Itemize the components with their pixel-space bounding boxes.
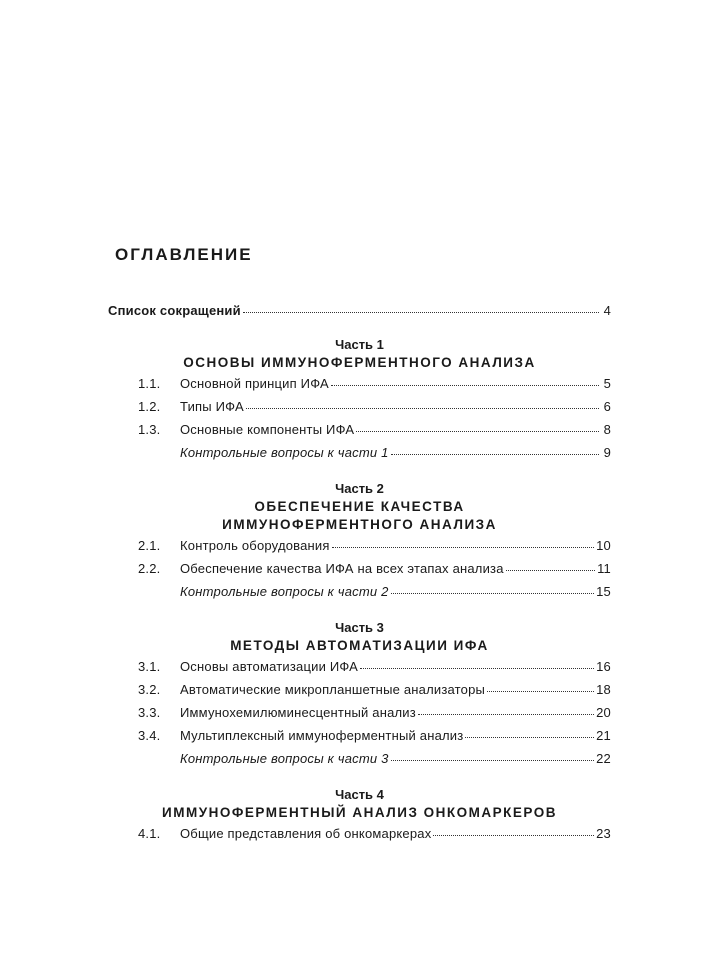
toc-entry-title: Общие представления об онкомаркерах [180, 826, 432, 841]
toc-entry [108, 399, 611, 422]
table-of-contents [108, 303, 611, 849]
part-heading [108, 786, 611, 822]
toc-parts [108, 336, 611, 849]
dot-leader [391, 583, 595, 594]
dot-leader [391, 444, 599, 455]
toc-entry [108, 728, 611, 751]
toc-entry-title: Мультиплексный иммуноферментный анализ [180, 728, 464, 743]
dot-leader [360, 658, 594, 669]
part-title: МЕТОДЫ АВТОМАТИЗАЦИИ ИФА [230, 638, 489, 653]
toc-entry-title: Контрольные вопросы к части 3 [180, 751, 389, 766]
toc-entry-page: 4 [603, 303, 611, 318]
part-label: Часть 1 [335, 337, 384, 352]
dot-leader [331, 375, 599, 386]
toc-entry-page: 21 [596, 728, 611, 743]
page-title: ОГЛАВЛЕНИЕ [115, 245, 253, 264]
dot-leader [246, 398, 599, 409]
part-heading [108, 480, 611, 534]
dot-leader [418, 704, 594, 715]
dot-leader [243, 302, 599, 313]
part-title: ИММУНОФЕРМЕНТНОГО АНАЛИЗА [222, 517, 497, 532]
toc-entry-page: 16 [596, 659, 611, 674]
toc-entry-title: Контроль оборудования [180, 538, 330, 553]
toc-entry-number: 1.3. [138, 422, 161, 437]
dot-leader [487, 681, 594, 692]
toc-entry-page: 11 [597, 561, 611, 576]
dot-leader [391, 750, 595, 761]
toc-entry [108, 538, 611, 561]
part-label: Часть 2 [335, 481, 384, 496]
toc-entry-title: Список сокращений [108, 303, 241, 318]
toc-entry [108, 561, 611, 584]
toc-entry-title: Контрольные вопросы к части 1 [180, 445, 389, 460]
toc-entry-title: Основные компоненты ИФА [180, 422, 355, 437]
toc-entry-title: Основы автоматизации ИФА [180, 659, 359, 674]
toc-entry-number: 3.1. [138, 659, 161, 674]
toc-entry-abbreviations [108, 303, 611, 326]
toc-entry-number: 1.1. [138, 376, 161, 391]
toc-entry [108, 705, 611, 728]
toc-entry-title: Иммунохемилюминесцентный анализ [180, 705, 416, 720]
toc-entry [108, 659, 611, 682]
dot-leader [332, 537, 595, 548]
part-title: ОСНОВЫ ИММУНОФЕРМЕНТНОГО АНАЛИЗА [183, 355, 536, 370]
toc-entry-number: 3.4. [138, 728, 161, 743]
toc-entry-title: Автоматические микропланшетные анализаторы [180, 682, 486, 697]
toc-entry [108, 682, 611, 705]
dot-leader [433, 825, 594, 836]
part-heading [108, 336, 611, 372]
part-title: ОБЕСПЕЧЕНИЕ КАЧЕСТВА [254, 499, 465, 514]
toc-entry-page: 6 [603, 399, 611, 414]
toc-entry-page: 9 [603, 445, 611, 460]
dot-leader [506, 560, 595, 571]
toc-entry-title: Основной принцип ИФА [180, 376, 329, 391]
toc-entry-number: 3.3. [138, 705, 161, 720]
toc-entry [108, 422, 611, 445]
toc-entry-number: 2.2. [138, 561, 161, 576]
part-label: Часть 4 [335, 787, 384, 802]
toc-entry-title: Обеспечение качества ИФА на всех этапах анализа [180, 561, 504, 576]
toc-entry-number: 4.1. [138, 826, 161, 841]
toc-entry-questions [108, 584, 611, 607]
toc-entry-title: Типы ИФА [180, 399, 244, 414]
toc-entry-number: 1.2. [138, 399, 161, 414]
toc-entry [108, 826, 611, 849]
toc-entry-page: 5 [603, 376, 611, 391]
toc-entry-questions [108, 751, 611, 774]
toc-entry-number: 3.2. [138, 682, 161, 697]
toc-entry [108, 376, 611, 399]
dot-leader [465, 727, 594, 738]
toc-entry-number: 2.1. [138, 538, 161, 553]
toc-entry-page: 22 [596, 751, 611, 766]
toc-entry-page: 15 [596, 584, 611, 599]
toc-entry-title: Контрольные вопросы к части 2 [180, 584, 389, 599]
toc-entry-page: 10 [596, 538, 611, 553]
toc-entry-page: 20 [596, 705, 611, 720]
toc-entry-page: 23 [596, 826, 611, 841]
part-heading [108, 619, 611, 655]
toc-entry-page: 18 [596, 682, 611, 697]
toc-entry-questions [108, 445, 611, 468]
part-label: Часть 3 [335, 620, 384, 635]
part-title: ИММУНОФЕРМЕНТНЫЙ АНАЛИЗ ОНКОМАРКЕРОВ [162, 805, 557, 820]
toc-entry-page: 8 [603, 422, 611, 437]
dot-leader [356, 421, 599, 432]
